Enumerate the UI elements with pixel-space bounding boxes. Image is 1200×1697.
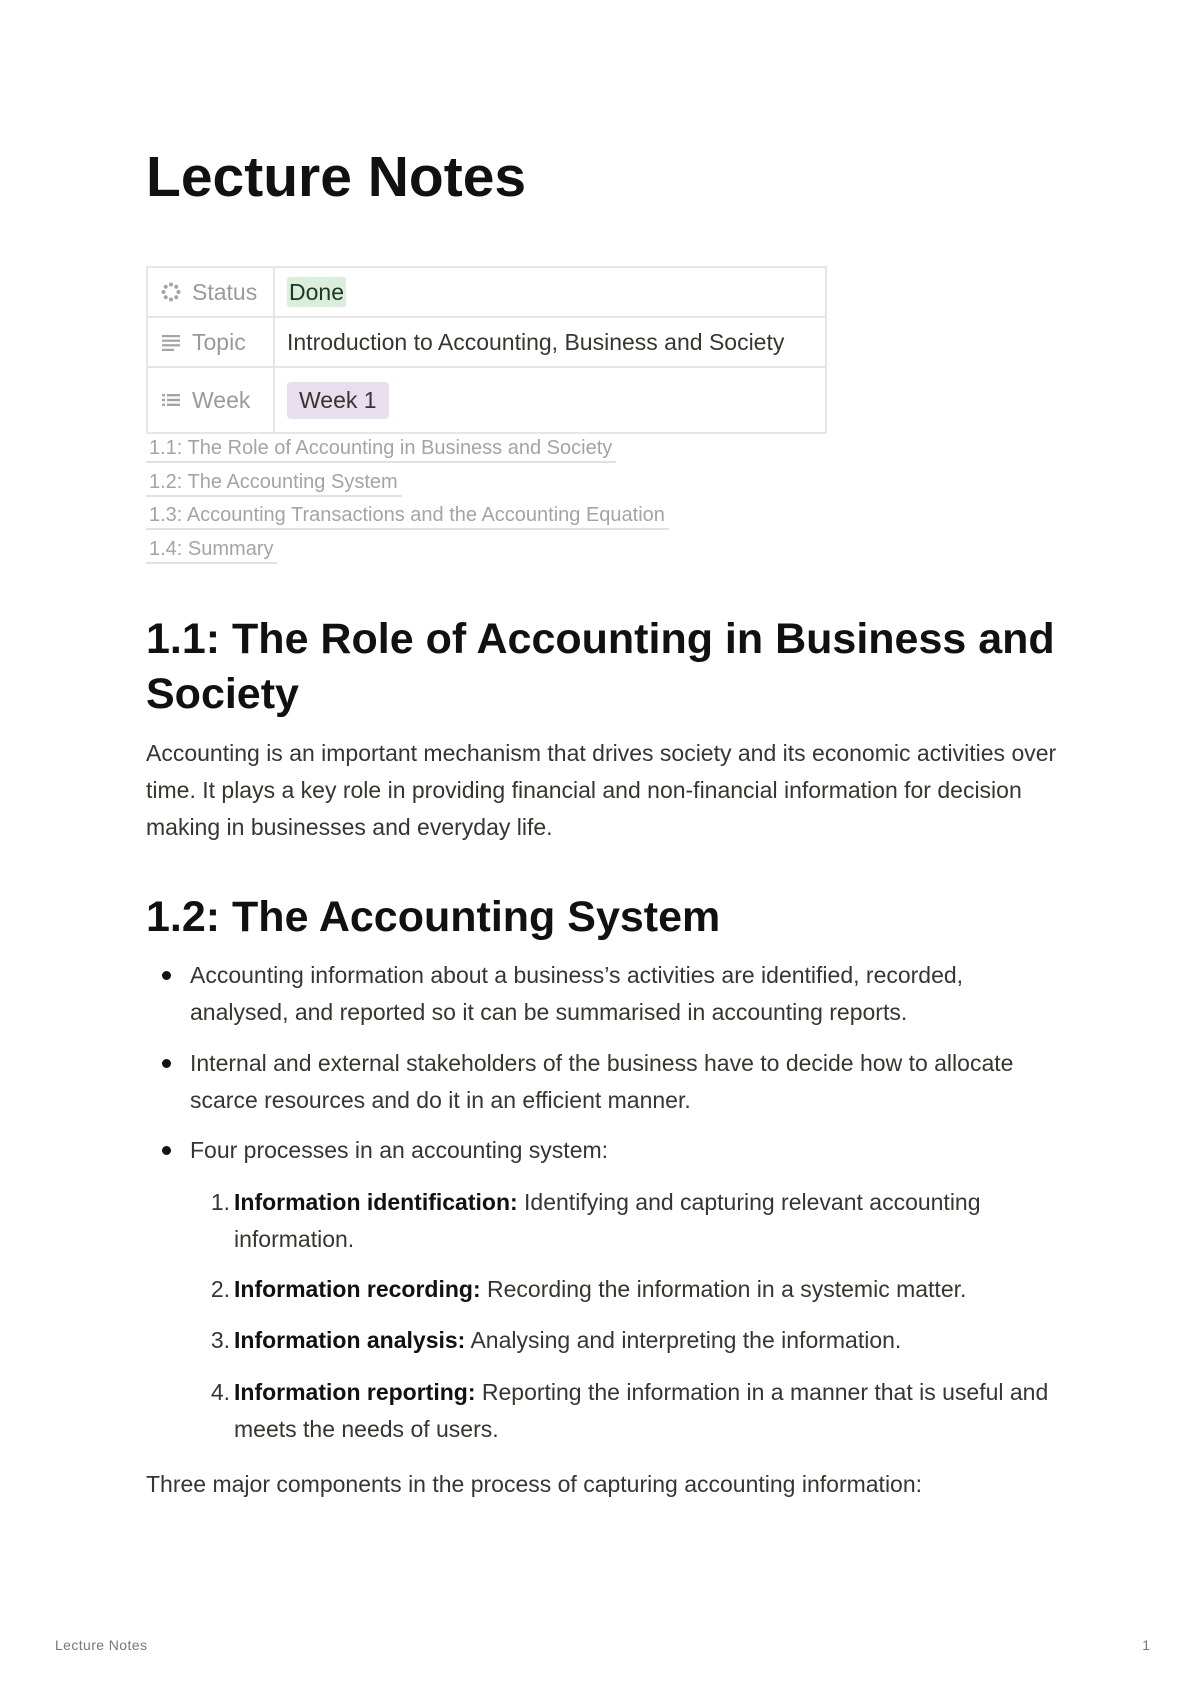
status-spinner-icon (160, 281, 182, 303)
toc-link-1-3[interactable]: 1.3: Accounting Transactions and the Accounting Equation (146, 504, 669, 538)
property-row-topic (147, 317, 826, 367)
property-name-week: Week (192, 386, 251, 413)
property-name-topic: Topic (192, 328, 246, 355)
toc-link-1-1[interactable]: 1.1: The Role of Accounting in Business and Society (146, 437, 669, 471)
status-badge: Done (289, 278, 344, 305)
property-row-week (147, 367, 826, 433)
page-title: Lecture Notes (146, 145, 527, 209)
bullet-icon (162, 971, 171, 980)
list-item: 1. Information identification: Identifying and capturing relevant accounting information. (210, 1189, 981, 1252)
properties-table (146, 266, 827, 434)
list-item: 2. Information recording: Recording the information in a systemic matter. (210, 1276, 967, 1302)
property-row-status (147, 267, 826, 317)
property-name-status: Status (192, 278, 258, 305)
topic-value: Introduction to Accounting, Business and Society (274, 317, 826, 367)
processes-list (146, 1184, 1066, 1448)
footer-title: Lecture Notes (55, 1637, 148, 1653)
page-number: 1 (1142, 1637, 1150, 1653)
bullet-icon (162, 1059, 171, 1068)
section-heading-1-2: 1.2: The Accounting System (146, 893, 721, 941)
week-tag: Week 1 (287, 382, 389, 419)
table-of-contents (146, 437, 669, 571)
list-item: 4. Information reporting: Reporting the information in a manner that is useful and meets the needs of users. (210, 1379, 1049, 1442)
list-item: Internal and external stakeholders of the business have to decide how to allocate scarce resources and do it in an efficient manner. (146, 1045, 1066, 1119)
list-item: Accounting information about a business’s activities are identified, recorded, analysed, and reported so it can be summarised in accounting reports. (146, 957, 1066, 1031)
bullet-list (146, 957, 1066, 1169)
toc-link-1-4[interactable]: 1.4: Summary (146, 538, 669, 572)
list-item: Four processes in an accounting system: (146, 1132, 1066, 1169)
list-icon (160, 389, 182, 411)
section-1-2-closing: Three major components in the process of capturing accounting information: (146, 1471, 923, 1497)
bullet-icon (162, 1146, 171, 1155)
text-lines-icon (160, 331, 182, 353)
list-item: 3. Information analysis: Analysing and interpreting the information. (210, 1327, 902, 1353)
toc-link-1-2[interactable]: 1.2: The Accounting System (146, 471, 669, 505)
section-heading-1-1: 1.1: The Role of Accounting in Business and Society (146, 615, 1055, 718)
section-1-1-paragraph: Accounting is an important mechanism that drives society and its economic activities over time. It plays a key role in providing financial and non-financial information for decision making in businesses and everyday life. (146, 740, 1057, 840)
